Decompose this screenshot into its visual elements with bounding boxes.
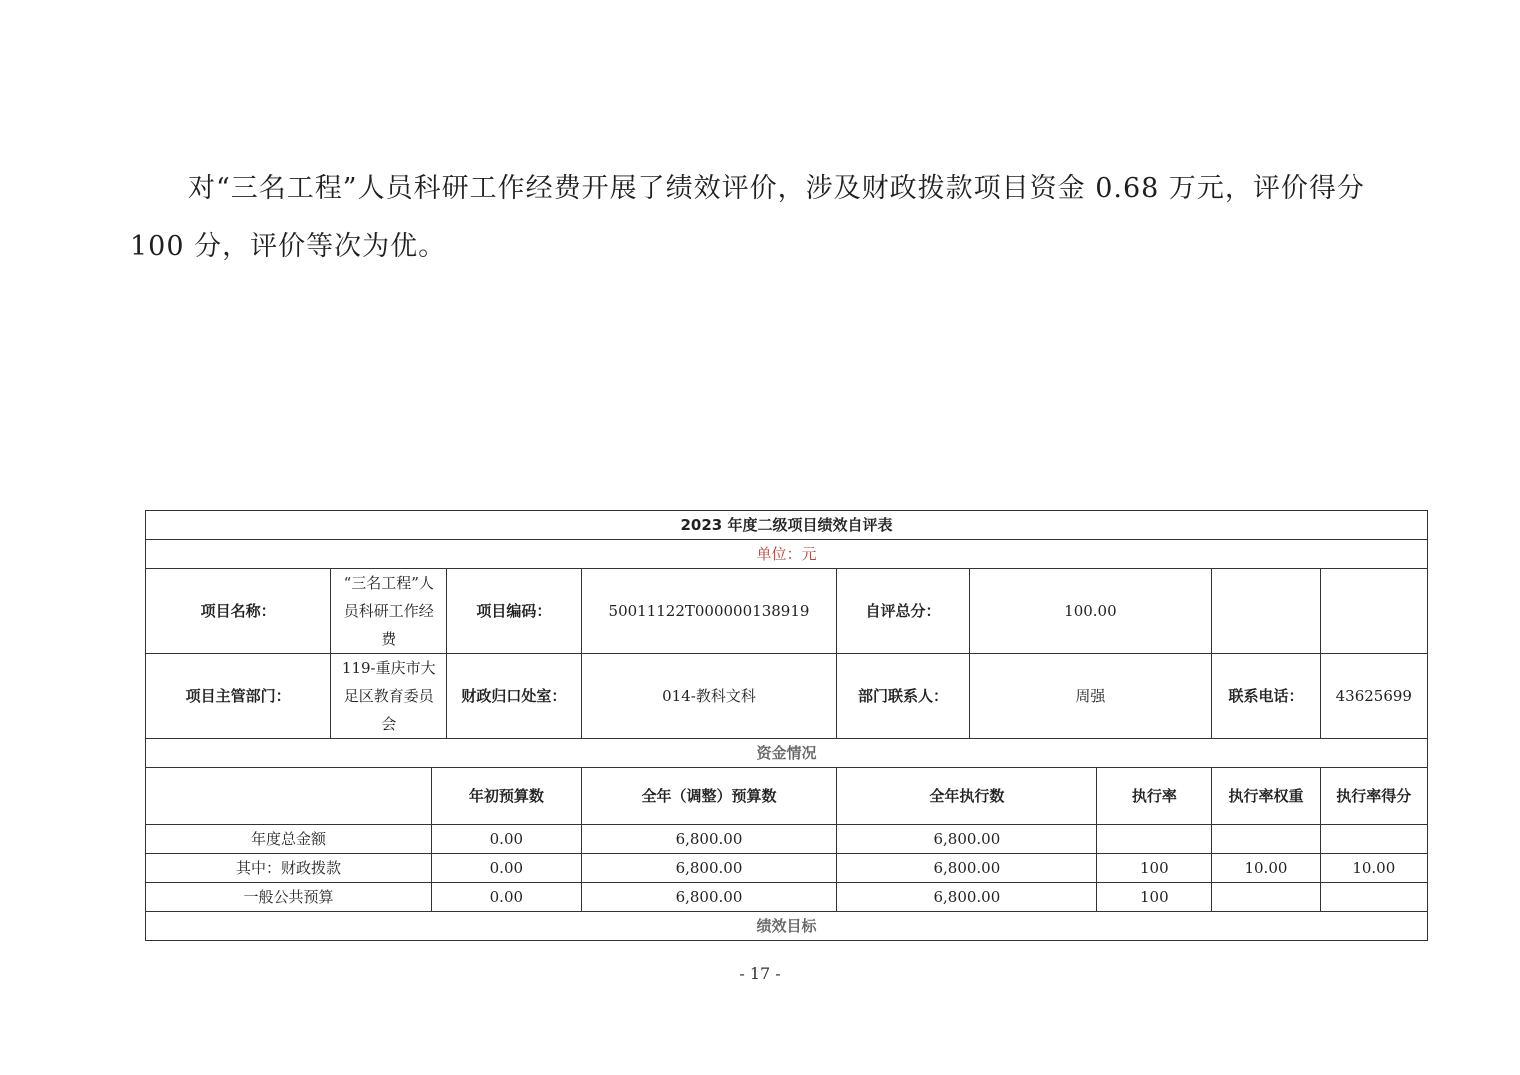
- finance-office-label: 财政归口处室：: [447, 654, 581, 739]
- row-rate: 100: [1097, 883, 1212, 912]
- department-label: 项目主管部门：: [146, 654, 331, 739]
- row-adjusted: 6,800.00: [581, 883, 837, 912]
- total-score-value: 100.00: [969, 569, 1212, 654]
- project-code-label: 项目编码：: [447, 569, 581, 654]
- row-initial: 0.00: [432, 883, 582, 912]
- goals-section-header: 绩效目标: [146, 912, 1428, 941]
- row-label: 其中：财政拨款: [146, 854, 432, 883]
- project-name-value: “三名工程”人员科研工作经费: [331, 569, 447, 654]
- row-weight: [1212, 883, 1320, 912]
- row-executed: 6,800.00: [837, 883, 1097, 912]
- row-rate: [1097, 825, 1212, 854]
- project-name-label: 项目名称：: [146, 569, 331, 654]
- total-score-label: 自评总分：: [837, 569, 969, 654]
- empty-cell: [1212, 569, 1320, 654]
- funds-header-initial: 年初预算数: [432, 768, 582, 825]
- row-score: [1320, 825, 1427, 854]
- funds-header-adjusted: 全年（调整）预算数: [581, 768, 837, 825]
- funds-section-header: 资金情况: [146, 739, 1428, 768]
- row-adjusted: 6,800.00: [581, 825, 837, 854]
- row-weight: 10.00: [1212, 854, 1320, 883]
- summary-line-1: 对“三名工程”人员科研工作经费开展了绩效评价，涉及财政拨款项目资金 0.68 万元，评价得: [188, 173, 1337, 204]
- summary-paragraph: [130, 160, 1390, 276]
- row-weight: [1212, 825, 1320, 854]
- row-initial: 0.00: [432, 825, 582, 854]
- project-code-value: 50011122T000000138919: [581, 569, 837, 654]
- row-rate: 100: [1097, 854, 1212, 883]
- funds-header-score: 执行率得分: [1320, 768, 1427, 825]
- summary-line-2: 分 100 分，评价等次为优。: [130, 173, 1365, 262]
- performance-evaluation-table: [145, 510, 1428, 941]
- phone-value: 43625699: [1320, 654, 1427, 739]
- row-label: 一般公共预算: [146, 883, 432, 912]
- contact-value: 周强: [969, 654, 1212, 739]
- unit-label: 单位：元: [146, 540, 1428, 569]
- table-row: [146, 883, 1428, 912]
- funds-header-rate: 执行率: [1097, 768, 1212, 825]
- department-value: 119-重庆市大足区教育委员会: [331, 654, 447, 739]
- row-adjusted: 6,800.00: [581, 854, 837, 883]
- funds-header-executed: 全年执行数: [837, 768, 1097, 825]
- finance-office-value: 014-教科文科: [581, 654, 837, 739]
- row-initial: 0.00: [432, 854, 582, 883]
- empty-cell: [1320, 569, 1427, 654]
- funds-header-weight: 执行率权重: [1212, 768, 1320, 825]
- row-score: [1320, 883, 1427, 912]
- contact-label: 部门联系人：: [837, 654, 969, 739]
- phone-label: 联系电话：: [1212, 654, 1320, 739]
- page-number: - 17 -: [739, 964, 781, 983]
- row-executed: 6,800.00: [837, 854, 1097, 883]
- row-score: 10.00: [1320, 854, 1427, 883]
- table-row: [146, 825, 1428, 854]
- table-title: 2023 年度二级项目绩效自评表: [146, 511, 1428, 540]
- row-executed: 6,800.00: [837, 825, 1097, 854]
- funds-header-blank: [146, 768, 432, 825]
- row-label: 年度总金额: [146, 825, 432, 854]
- table-row: [146, 854, 1428, 883]
